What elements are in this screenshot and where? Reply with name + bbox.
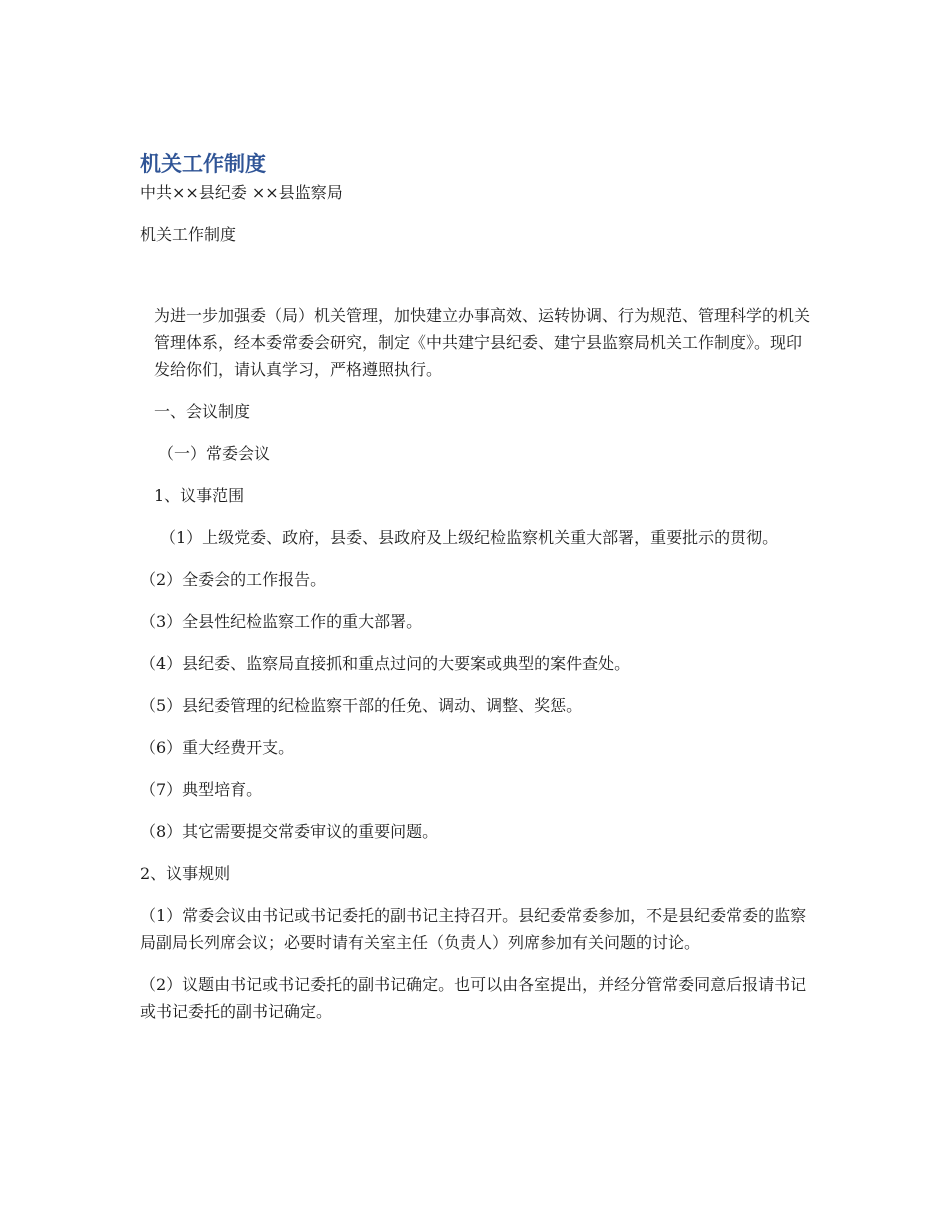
scope-item: （7）典型培育。 (140, 780, 263, 799)
scope-item: （5）县纪委管理的纪检监察干部的任免、调动、调整、奖惩。 (140, 696, 583, 715)
subsection-heading-standing-committee: （一）常委会议 (158, 444, 271, 463)
scope-item: （6）重大经费开支。 (140, 738, 295, 757)
intro-paragraph: 为进一步加强委（局）机关管理，加快建立办事高效、运转协调、行为规范、管理科学的机关管理体系，经本委常委会研究，制定《中共建宁县纪委、建宁县监察局机关工作制度》。现印发给你们，请认真学习，严格遵照执行。 (154, 306, 811, 379)
scope-item: （8）其它需要提交常委审议的重要问题。 (140, 822, 439, 841)
scope-item: （1）上级党委、政府，县委、县政府及上级纪检监察机关重大部署，重要批示的贯彻。 (160, 528, 779, 547)
document-subtitle: 中共××县纪委 ××县监察局 (140, 183, 343, 202)
item-heading-rules: 2、议事规则 (140, 864, 231, 883)
item-heading-scope: 1、议事范围 (154, 486, 245, 505)
document-secondary-title: 机关工作制度 (140, 225, 237, 244)
document-page (140, 150, 810, 1025)
scope-item: （3）全县性纪检监察工作的重大部署。 (140, 612, 423, 631)
rules-item: （2）议题由书记或书记委托的副书记确定。也可以由各室提出，并经分管常委同意后报请书记或书记委托的副书记确定。 (140, 975, 807, 1021)
scope-item: （2）全委会的工作报告。 (140, 570, 327, 589)
document-title: 机关工作制度 (140, 152, 266, 176)
rules-item: （1）常委会议由书记或书记委托的副书记主持召开。县纪委常委参加，不是县纪委常委的监察局副局长列席会议；必要时请有关室主任（负责人）列席参加有关问题的讨论。 (140, 906, 807, 952)
scope-item: （4）县纪委、监察局直接抓和重点过问的大要案或典型的案件查处。 (140, 654, 631, 673)
section-heading-meeting-system: 一、会议制度 (154, 402, 251, 421)
